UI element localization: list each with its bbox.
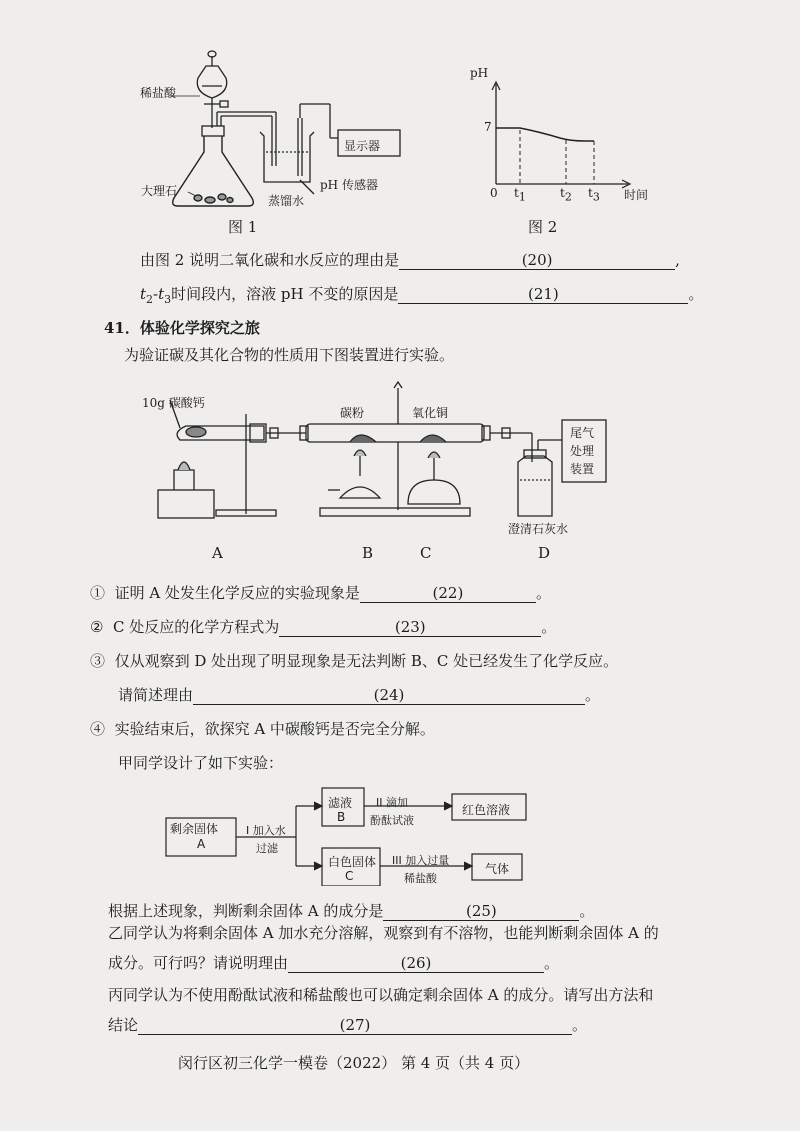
question-26-line-2: 成分。可行吗？请说明理由 (26) 。 bbox=[108, 954, 560, 972]
flow-step-2b: 酚酞试液 bbox=[370, 814, 414, 827]
conical-flask bbox=[173, 136, 254, 206]
flow-white-solid-c: C bbox=[345, 869, 354, 883]
subquestion-2: ② C 处反应的化学方程式为 (23) 。 bbox=[90, 618, 557, 636]
flow-gas: 气体 bbox=[485, 862, 510, 876]
label-carbon-powder: 碳粉 bbox=[340, 406, 365, 420]
question-26-line-1: 乙同学认为将剩余固体 A 加水充分溶解，观察到有不溶物，也能判断剩余固体 A 的 bbox=[108, 924, 659, 942]
subquestion-4-intro: 甲同学设计了如下实验： bbox=[118, 754, 284, 772]
flow-white-solid: 白色固体 bbox=[328, 855, 377, 869]
label-c: C bbox=[420, 544, 432, 562]
question-21: $t_2-t_3$时间段内，溶液 pH 不变的原因是 (21) 。 bbox=[140, 285, 704, 306]
delivery-tube bbox=[202, 112, 276, 166]
question-27-line-2: 结论 (27) 。 bbox=[108, 1016, 588, 1034]
answer-blank-23[interactable]: (23) bbox=[279, 618, 541, 637]
label-b: B bbox=[362, 544, 374, 562]
heater-b bbox=[328, 450, 380, 498]
flow-step-3a: III 加入过量 bbox=[392, 854, 450, 867]
label-display: 显示器 bbox=[344, 139, 381, 153]
label-caco3: 10g 碳酸钙 bbox=[142, 396, 205, 410]
tick-t1: $t_1$ bbox=[514, 186, 526, 204]
label-ph-sensor: pH 传感器 bbox=[320, 178, 378, 192]
answer-blank-27[interactable]: (27) bbox=[138, 1016, 572, 1035]
combustion-tube bbox=[300, 382, 490, 516]
answer-blank-20[interactable]: (20) bbox=[399, 251, 675, 270]
question-41-intro: 为验证碳及其化合物的性质用下图装置进行实验。 bbox=[124, 346, 455, 364]
alcohol-lamp-c bbox=[408, 452, 460, 504]
question-20: 由图 2 说明二氧化碳和水反应的理由是 (20) , bbox=[140, 251, 680, 269]
subquestion-3-reason: 请简述理由 (24) 。 bbox=[118, 686, 601, 704]
x-axis-label: 时间 bbox=[624, 188, 649, 202]
label-d: D bbox=[538, 544, 551, 562]
question-25: 根据上述现象，判断剩余固体 A 的成分是 (25) 。 bbox=[108, 902, 595, 920]
flow-step-2a: II 滴加 bbox=[376, 796, 408, 809]
subquestion-4: ④ 实验结束后，欲探究 A 中碳酸钙是否完全分解。 bbox=[90, 720, 435, 738]
flow-step-1b: 过滤 bbox=[256, 842, 278, 855]
subquestion-1: ① 证明 A 处发生化学反应的实验现象是 (22) 。 bbox=[90, 584, 551, 602]
subquestion-3: ③ 仅从观察到 D 处出现了明显现象是无法判断 B、C 处已经发生了化学反应。 bbox=[90, 652, 619, 670]
y-axis-label: pH bbox=[470, 66, 489, 80]
question-41-title: 41．体验化学探究之旅 bbox=[104, 319, 260, 337]
origin-label: 0 bbox=[490, 186, 498, 200]
answer-blank-21[interactable]: (21) bbox=[398, 285, 688, 304]
label-tail-gas-3: 装置 bbox=[570, 462, 595, 476]
label-limewater: 澄清石灰水 bbox=[508, 522, 569, 536]
apparatus-a bbox=[158, 400, 276, 518]
page-footer: 闵行区初三化学一模卷（2022） 第 4 页（共 4 页） bbox=[178, 1054, 530, 1072]
label-marble: 大理石 bbox=[141, 184, 178, 198]
label-a: A bbox=[212, 544, 223, 562]
flow-filtrate-b: B bbox=[337, 810, 346, 824]
label-distilled-water: 蒸馏水 bbox=[268, 194, 305, 208]
tick-t3: $t_3$ bbox=[588, 186, 600, 204]
flow-remaining-solid-a: A bbox=[197, 837, 206, 851]
flow-filtrate: 滤液 bbox=[328, 796, 353, 810]
label-tail-gas-1: 尾气 bbox=[570, 426, 595, 440]
flow-remaining-solid: 剩余固体 bbox=[170, 822, 219, 836]
answer-blank-25[interactable]: (25) bbox=[383, 902, 579, 921]
flow-step-3b: 稀盐酸 bbox=[404, 872, 437, 885]
answer-blank-26[interactable]: (26) bbox=[288, 954, 544, 973]
answer-blank-22[interactable]: (22) bbox=[360, 584, 536, 603]
answer-blank-24[interactable]: (24) bbox=[193, 686, 585, 705]
label-copper-oxide: 氧化铜 bbox=[412, 406, 449, 420]
label-tail-gas-2: 处理 bbox=[570, 444, 595, 458]
ph-curve bbox=[496, 128, 594, 141]
tick-t2: $t_2$ bbox=[560, 186, 572, 204]
y-tick-7: 7 bbox=[484, 120, 492, 134]
flow-red-solution: 红色溶液 bbox=[462, 803, 511, 817]
caption-figure-1: 图 1 bbox=[228, 218, 258, 236]
bottle-d bbox=[518, 440, 562, 516]
label-dilute-hcl: 稀盐酸 bbox=[140, 86, 177, 100]
flow-step-1a: I 加入水 bbox=[246, 824, 286, 837]
figure-2-ph-chart bbox=[470, 78, 640, 198]
caption-figure-2: 图 2 bbox=[528, 218, 558, 236]
question-27-line-1: 丙同学认为不使用酚酞试液和稀盐酸也可以确定剩余固体 A 的成分。请写出方法和 bbox=[108, 986, 654, 1004]
